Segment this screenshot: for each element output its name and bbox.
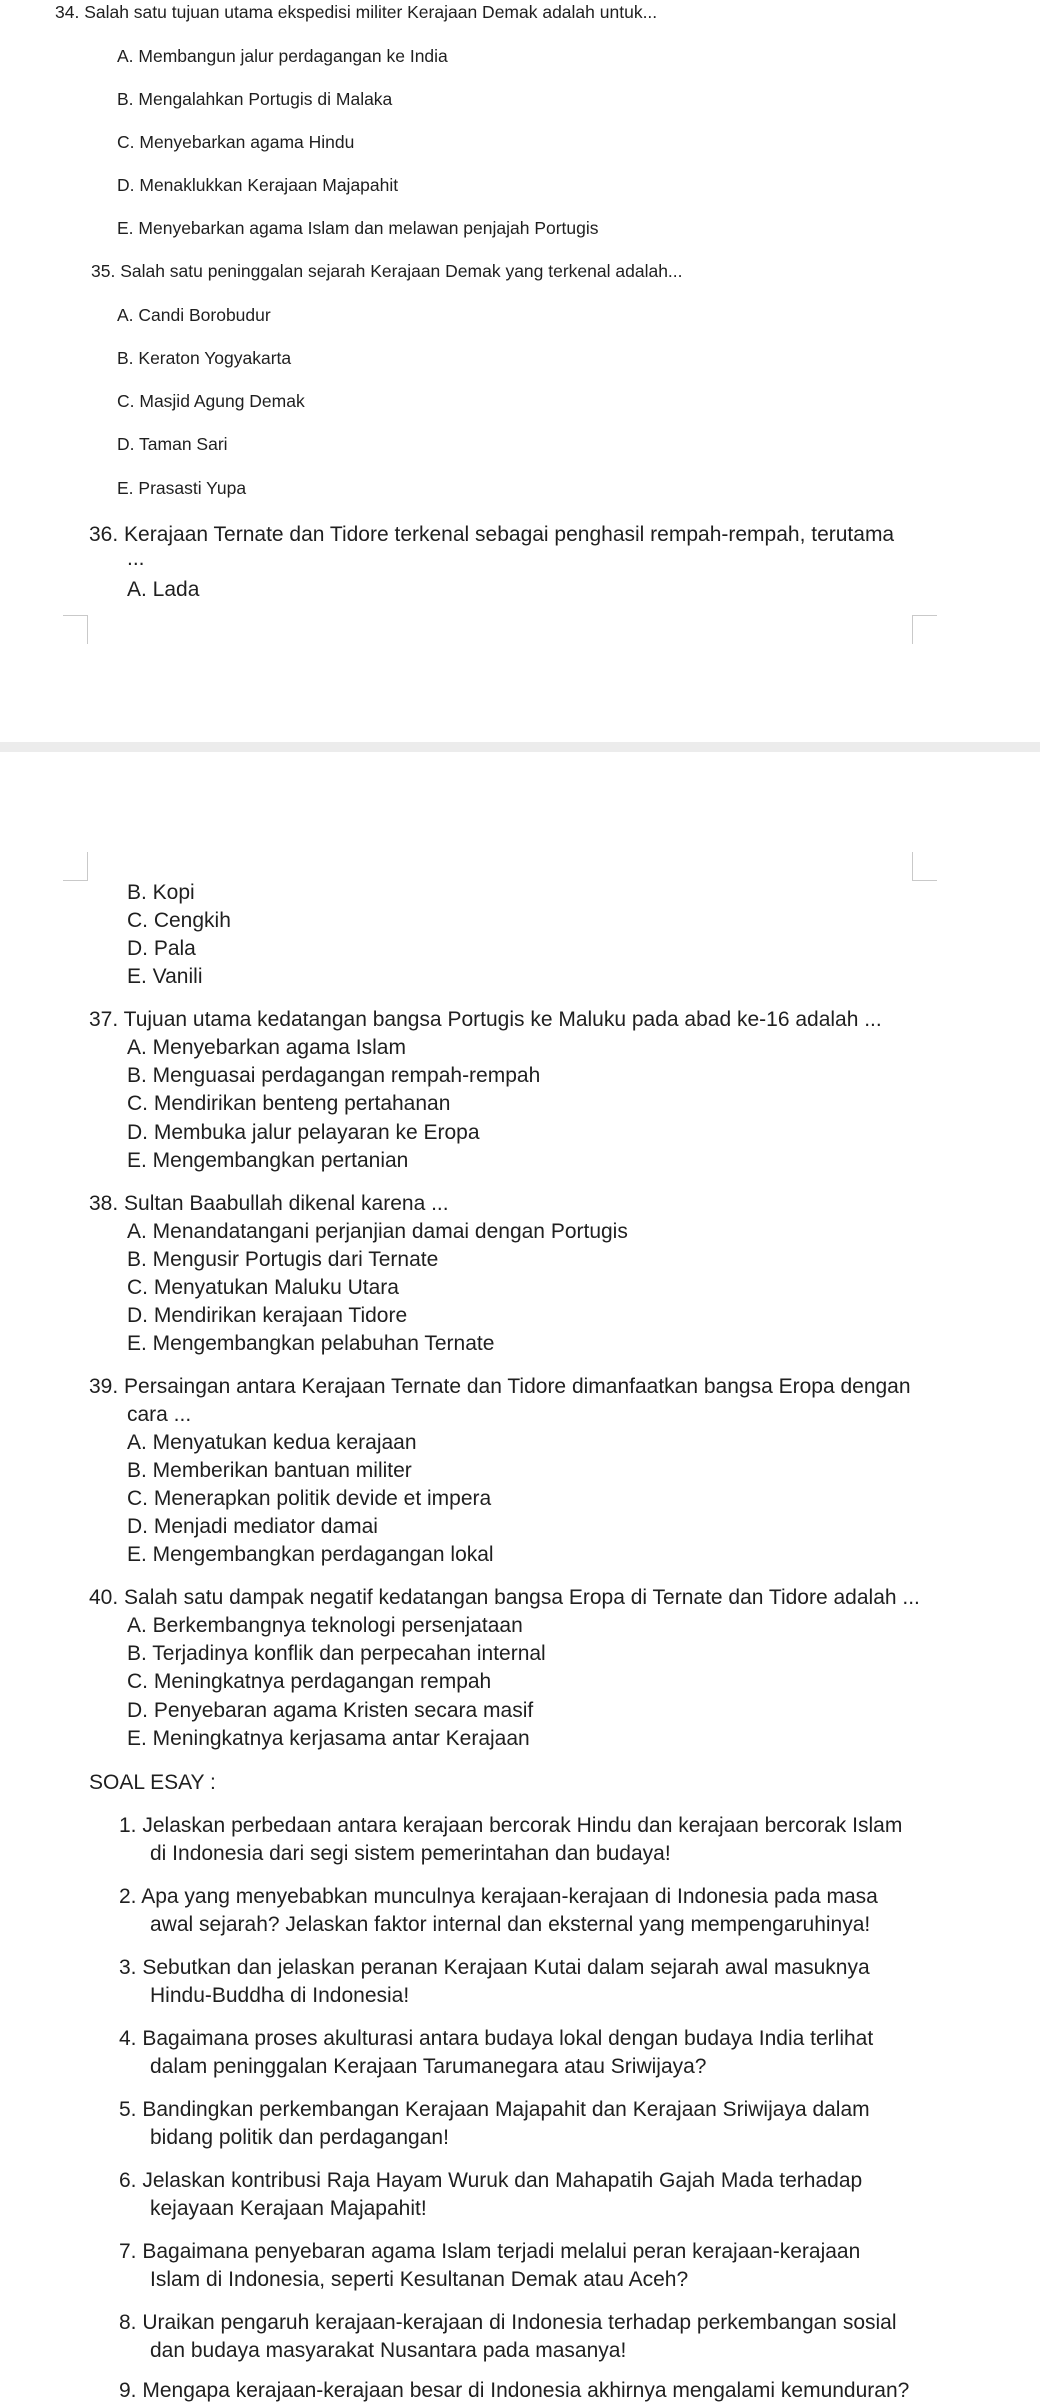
q34-option-d: D. Menaklukkan Kerajaan Majapahit <box>117 175 399 195</box>
margin-crop-mark <box>63 852 88 881</box>
question-36: 36. Kerajaan Ternate dan Tidore terkenal sebagai penghasil rempah-rempah, terutama <box>89 523 895 546</box>
q40-option-c: C. Meningkatnya perdagangan rempah <box>127 1670 492 1693</box>
q40-option-d: D. Penyebaran agama Kristen secara masif <box>127 1699 534 1722</box>
q40-option-a: A. Berkembangnya teknologi persenjataan <box>127 1614 523 1637</box>
essay-6-line-2: kejayaan Kerajaan Majapahit! <box>150 2197 427 2220</box>
q35-option-e: E. Prasasti Yupa <box>117 478 247 498</box>
q35-option-d: D. Taman Sari <box>117 434 228 454</box>
q40-option-b: B. Terjadinya konflik dan perpecahan internal <box>127 1642 546 1665</box>
q36-option-e: E. Vanili <box>127 965 203 988</box>
q34-option-a: A. Membangun jalur perdagangan ke India <box>117 46 448 66</box>
essay-2-line-1: 2. Apa yang menyebabkan munculnya kerajaan-kerajaan di Indonesia pada masa <box>119 1885 878 1908</box>
q34-option-c: C. Menyebarkan agama Hindu <box>117 132 355 152</box>
question-39: 39. Persaingan antara Kerajaan Ternate dan Tidore dimanfaatkan bangsa Eropa dengan <box>89 1375 911 1398</box>
essay-1-line-2: di Indonesia dari segi sistem pemerintahan dan budaya! <box>150 1842 671 1865</box>
q37-option-a: A. Menyebarkan agama Islam <box>127 1036 406 1059</box>
question-35: 35. Salah satu peninggalan sejarah Kerajaan Demak yang terkenal adalah... <box>91 261 683 281</box>
margin-crop-mark <box>912 852 937 881</box>
margin-crop-mark <box>63 615 88 644</box>
question-39-continuation: cara ... <box>127 1403 192 1426</box>
q38-option-a: A. Menandatangani perjanjian damai dengan Portugis <box>127 1220 628 1243</box>
q36-option-b: B. Kopi <box>127 881 195 904</box>
question-40: 40. Salah satu dampak negatif kedatangan bangsa Eropa di Ternate dan Tidore adalah ... <box>89 1586 920 1609</box>
essay-1-line-1: 1. Jelaskan perbedaan antara kerajaan bercorak Hindu dan kerajaan bercorak Islam <box>119 1814 903 1837</box>
q38-option-b: B. Mengusir Portugis dari Ternate <box>127 1248 439 1271</box>
q39-option-a: A. Menyatukan kedua kerajaan <box>127 1431 417 1454</box>
q34-option-e: E. Menyebarkan agama Islam dan melawan penjajah Portugis <box>117 218 599 238</box>
essay-7-line-2: Islam di Indonesia, seperti Kesultanan Demak atau Aceh? <box>150 2268 689 2291</box>
q39-option-d: D. Menjadi mediator damai <box>127 1515 378 1538</box>
q36-option-d: D. Pala <box>127 937 196 960</box>
essay-2-line-2: awal sejarah? Jelaskan faktor internal dan eksternal yang mempengaruhinya! <box>150 1913 871 1936</box>
essay-4-line-2: dalam peninggalan Kerajaan Tarumanegara atau Sriwijaya? <box>150 2055 707 2078</box>
question-36-continuation: ... <box>127 547 145 570</box>
q37-option-b: B. Menguasai perdagangan rempah-rempah <box>127 1064 541 1087</box>
essay-9-line-1: 9. Mengapa kerajaan-kerajaan besar di Indonesia akhirnya mengalami kemunduran? <box>119 2379 910 2402</box>
page-break <box>0 742 1040 752</box>
q35-option-a: A. Candi Borobudur <box>117 305 271 325</box>
q39-option-e: E. Mengembangkan perdagangan lokal <box>127 1543 494 1566</box>
essay-7-line-1: 7. Bagaimana penyebaran agama Islam terjadi melalui peran kerajaan-kerajaan <box>119 2240 861 2263</box>
q39-option-b: B. Memberikan bantuan militer <box>127 1459 412 1482</box>
q35-option-b: B. Keraton Yogyakarta <box>117 348 292 368</box>
q35-option-c: C. Masjid Agung Demak <box>117 391 305 411</box>
question-37: 37. Tujuan utama kedatangan bangsa Portugis ke Maluku pada abad ke-16 adalah ... <box>89 1008 882 1031</box>
q37-option-d: D. Membuka jalur pelayaran ke Eropa <box>127 1121 480 1144</box>
q36-option-c: C. Cengkih <box>127 909 231 932</box>
q39-option-c: C. Menerapkan politik devide et impera <box>127 1487 492 1510</box>
essay-8-line-1: 8. Uraikan pengaruh kerajaan-kerajaan di Indonesia terhadap perkembangan sosial <box>119 2311 897 2334</box>
q37-option-c: C. Mendirikan benteng pertahanan <box>127 1092 451 1115</box>
essay-3-line-2: Hindu-Buddha di Indonesia! <box>150 1984 410 2007</box>
q40-option-e: E. Meningkatnya kerjasama antar Kerajaan <box>127 1727 530 1750</box>
question-34: 34. Salah satu tujuan utama ekspedisi militer Kerajaan Demak adalah untuk... <box>55 2 658 22</box>
essay-5-line-2: bidang politik dan perdagangan! <box>150 2126 449 2149</box>
essay-5-line-1: 5. Bandingkan perkembangan Kerajaan Majapahit dan Kerajaan Sriwijaya dalam <box>119 2098 870 2121</box>
essay-4-line-1: 4. Bagaimana proses akulturasi antara budaya lokal dengan budaya India terlihat <box>119 2027 874 2050</box>
q36-option-a: A. Lada <box>127 578 200 601</box>
q38-option-e: E. Mengembangkan pelabuhan Ternate <box>127 1332 495 1355</box>
margin-crop-mark <box>912 615 937 644</box>
essay-8-line-2: dan budaya masyarakat Nusantara pada masanya! <box>150 2339 627 2362</box>
question-38: 38. Sultan Baabullah dikenal karena ... <box>89 1192 449 1215</box>
essay-heading: SOAL ESAY : <box>89 1771 216 1794</box>
q34-option-b: B. Mengalahkan Portugis di Malaka <box>117 89 393 109</box>
essay-3-line-1: 3. Sebutkan dan jelaskan peranan Kerajaan Kutai dalam sejarah awal masuknya <box>119 1956 870 1979</box>
essay-6-line-1: 6. Jelaskan kontribusi Raja Hayam Wuruk dan Mahapatih Gajah Mada terhadap <box>119 2169 863 2192</box>
q38-option-c: C. Menyatukan Maluku Utara <box>127 1276 399 1299</box>
q38-option-d: D. Mendirikan kerajaan Tidore <box>127 1304 408 1327</box>
q37-option-e: E. Mengembangkan pertanian <box>127 1149 409 1172</box>
